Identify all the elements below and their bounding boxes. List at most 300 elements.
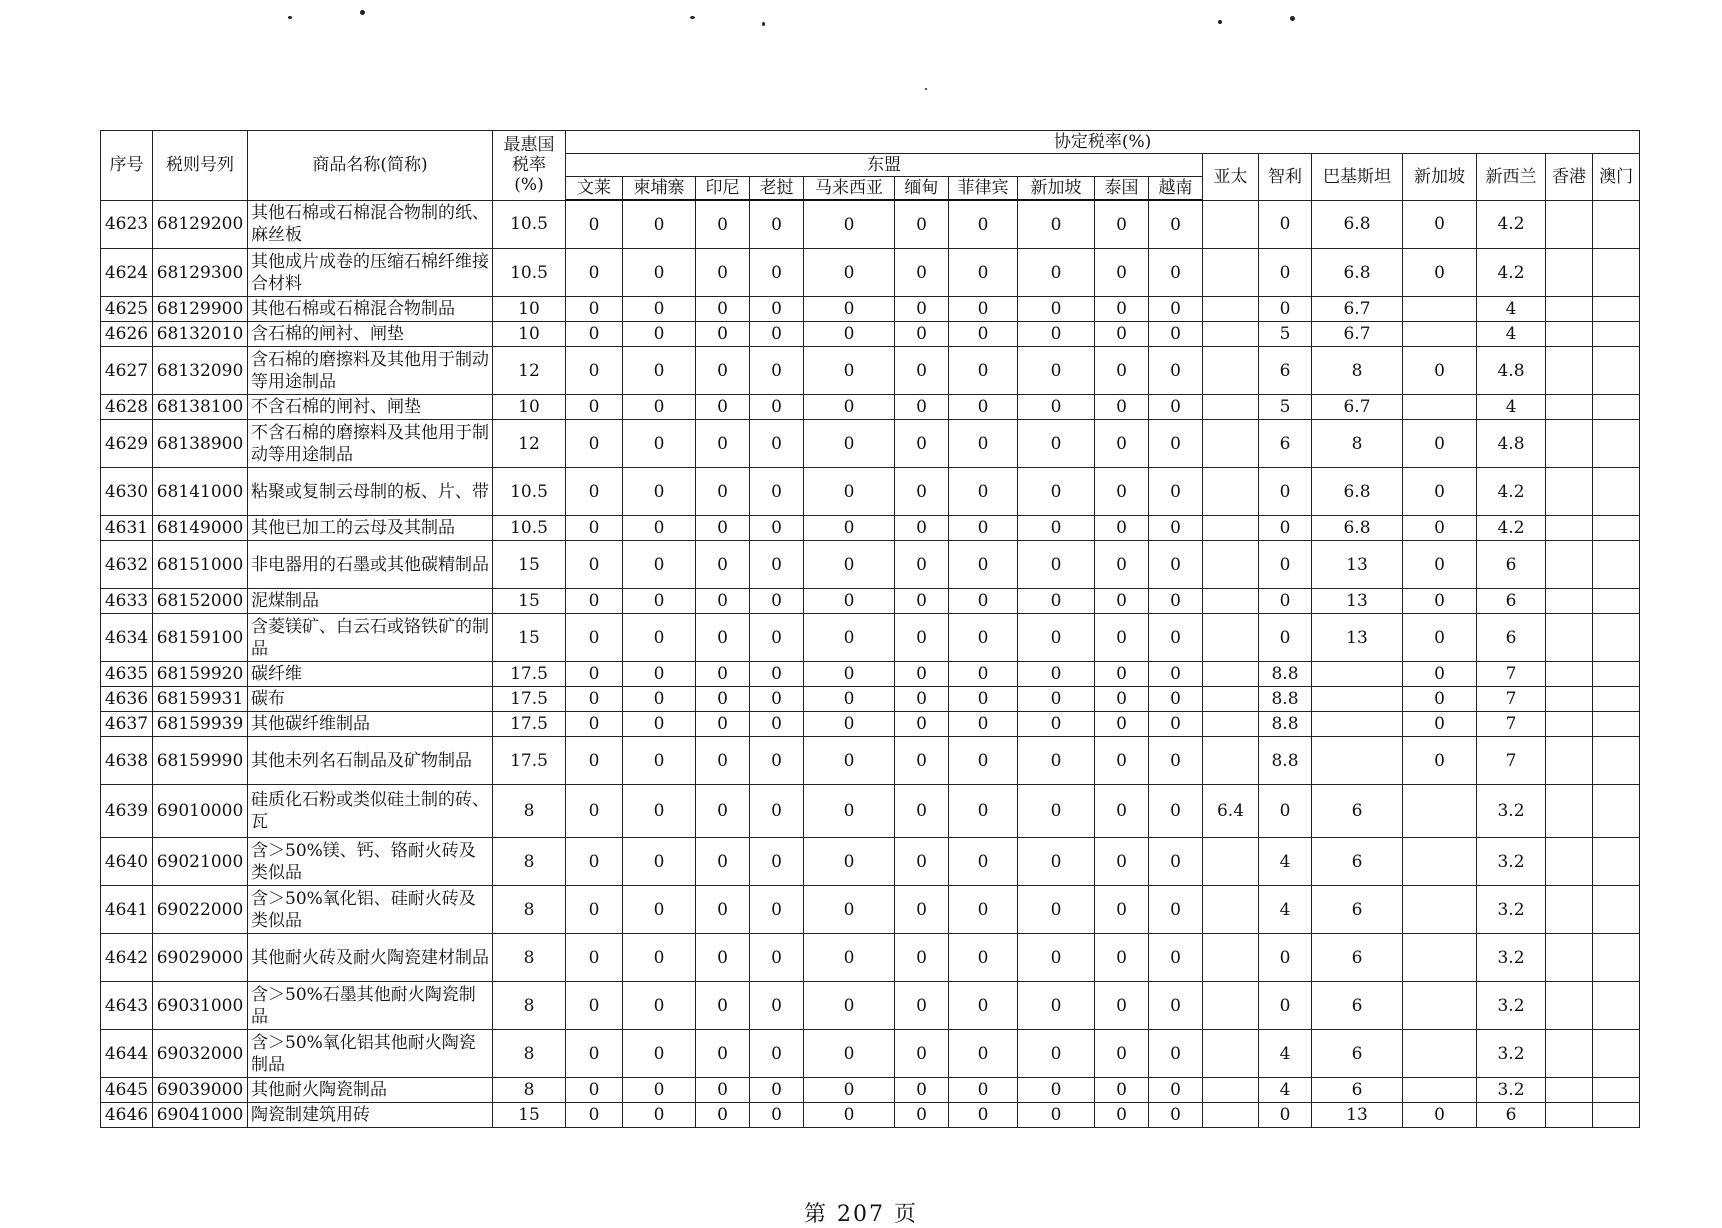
header-asean-member: 印尼: [696, 177, 750, 201]
row-asean-rate: 0: [804, 934, 895, 982]
row-name: 其他已加工的云母及其制品: [248, 516, 493, 541]
row-asean-rate: 0: [804, 737, 895, 785]
row-asean-rate: 0: [696, 712, 750, 737]
row-other-rate: [1403, 395, 1477, 420]
row-seq: 4643: [101, 982, 153, 1030]
row-asean-rate: 0: [750, 934, 804, 982]
row-asean-rate: 0: [949, 662, 1018, 687]
row-asean-rate: 0: [750, 589, 804, 614]
table-row: [101, 347, 1640, 395]
row-asean-rate: 0: [566, 712, 623, 737]
row-asean-rate: 0: [1095, 297, 1149, 322]
row-code: 68159939: [153, 712, 248, 737]
row-other-rate: 6: [1312, 1078, 1403, 1103]
row-other-rate: [1203, 1103, 1259, 1128]
row-asean-rate: 0: [949, 297, 1018, 322]
row-other-rate: [1546, 297, 1593, 322]
row-asean-rate: 0: [696, 420, 750, 468]
row-seq: 4642: [101, 934, 153, 982]
row-other-rate: [1593, 468, 1640, 516]
row-other-rate: [1203, 541, 1259, 589]
row-other-rate: 6: [1259, 420, 1312, 468]
row-asean-rate: 0: [1095, 785, 1149, 838]
row-asean-rate: 0: [623, 541, 696, 589]
row-asean-rate: 0: [1149, 249, 1203, 297]
row-other-rate: 8: [1312, 420, 1403, 468]
row-other-rate: [1546, 687, 1593, 712]
row-other-rate: [1593, 200, 1640, 249]
row-asean-rate: 0: [895, 347, 949, 395]
row-seq: 4633: [101, 589, 153, 614]
row-other-rate: 13: [1312, 541, 1403, 589]
row-other-rate: [1593, 838, 1640, 886]
row-other-rate: 0: [1403, 614, 1477, 662]
header-asean-member: 缅甸: [895, 177, 949, 201]
row-asean-rate: 0: [696, 297, 750, 322]
row-other-rate: [1546, 982, 1593, 1030]
header-other: 香港: [1546, 154, 1593, 201]
row-other-rate: [1593, 420, 1640, 468]
header-asean-member: 马来西亚: [804, 177, 895, 201]
row-seq: 4635: [101, 662, 153, 687]
row-asean-rate: 0: [895, 982, 949, 1030]
row-other-rate: 0: [1403, 737, 1477, 785]
row-asean-rate: 0: [804, 785, 895, 838]
row-seq: 4629: [101, 420, 153, 468]
row-asean-rate: 0: [895, 1030, 949, 1078]
header-mfn-line: 税率: [512, 155, 546, 176]
row-asean-rate: 0: [696, 687, 750, 712]
row-asean-rate: 0: [1149, 1030, 1203, 1078]
row-asean-rate: 0: [1149, 468, 1203, 516]
row-asean-rate: 0: [750, 249, 804, 297]
row-seq: 4632: [101, 541, 153, 589]
row-asean-rate: 0: [949, 712, 1018, 737]
row-asean-rate: 0: [804, 200, 895, 249]
row-name: 其他耐火砖及耐火陶瓷建材制品: [248, 934, 493, 982]
row-asean-rate: 0: [1095, 249, 1149, 297]
row-name: 粘聚或复制云母制的板、片、带: [248, 468, 493, 516]
row-name: 含石棉的磨擦料及其他用于制动等用途制品: [248, 347, 493, 395]
row-other-rate: 8.8: [1259, 712, 1312, 737]
row-name: 硅质化石粉或类似硅土制的砖、瓦: [248, 785, 493, 838]
row-asean-rate: 0: [1018, 322, 1095, 347]
row-other-rate: [1593, 541, 1640, 589]
row-seq: 4637: [101, 712, 153, 737]
row-other-rate: [1403, 982, 1477, 1030]
row-other-rate: [1593, 982, 1640, 1030]
row-asean-rate: 0: [949, 541, 1018, 589]
row-other-rate: [1312, 662, 1403, 687]
row-asean-rate: 0: [1095, 322, 1149, 347]
row-asean-rate: 0: [1018, 886, 1095, 934]
row-asean-rate: 0: [750, 395, 804, 420]
row-asean-rate: 0: [949, 200, 1018, 249]
row-asean-rate: 0: [696, 886, 750, 934]
row-other-rate: 0: [1259, 614, 1312, 662]
row-asean-rate: 0: [1149, 541, 1203, 589]
row-other-rate: 0: [1259, 249, 1312, 297]
row-asean-rate: 0: [804, 249, 895, 297]
table-row: [101, 322, 1640, 347]
row-asean-rate: 0: [1018, 1078, 1095, 1103]
tariff-table: [100, 130, 1640, 1128]
row-other-rate: 0: [1403, 541, 1477, 589]
header-asean-member: 老挝: [750, 177, 804, 201]
header-name: 商品名称(简称): [248, 131, 493, 201]
row-name: 其他成片成卷的压缩石棉纤维接合材料: [248, 249, 493, 297]
row-mfn-rate: 15: [493, 614, 566, 662]
row-asean-rate: 0: [696, 468, 750, 516]
row-mfn-rate: 8: [493, 785, 566, 838]
row-code: 68159990: [153, 737, 248, 785]
row-asean-rate: 0: [1018, 934, 1095, 982]
row-other-rate: [1203, 662, 1259, 687]
row-other-rate: 0: [1259, 934, 1312, 982]
row-asean-rate: 0: [804, 297, 895, 322]
row-asean-rate: 0: [949, 1103, 1018, 1128]
row-other-rate: [1546, 589, 1593, 614]
row-asean-rate: 0: [1095, 614, 1149, 662]
row-asean-rate: 0: [623, 712, 696, 737]
row-asean-rate: 0: [750, 982, 804, 1030]
row-asean-rate: 0: [895, 737, 949, 785]
row-other-rate: 5: [1259, 395, 1312, 420]
row-other-rate: 0: [1259, 1103, 1312, 1128]
row-asean-rate: 0: [804, 614, 895, 662]
table-row: [101, 1078, 1640, 1103]
row-asean-rate: 0: [750, 516, 804, 541]
row-name: 泥煤制品: [248, 589, 493, 614]
table-row: [101, 737, 1640, 785]
row-asean-rate: 0: [1095, 589, 1149, 614]
row-mfn-rate: 10: [493, 297, 566, 322]
row-asean-rate: 0: [804, 347, 895, 395]
row-seq: 4631: [101, 516, 153, 541]
row-mfn-rate: 8: [493, 886, 566, 934]
row-other-rate: 0: [1403, 200, 1477, 249]
table-row: [101, 541, 1640, 589]
row-asean-rate: 0: [566, 1103, 623, 1128]
row-other-rate: [1546, 662, 1593, 687]
row-other-rate: [1546, 785, 1593, 838]
row-other-rate: 4: [1259, 886, 1312, 934]
row-asean-rate: 0: [566, 737, 623, 785]
row-other-rate: 6.8: [1312, 468, 1403, 516]
row-other-rate: 4: [1259, 838, 1312, 886]
row-other-rate: [1203, 297, 1259, 322]
row-other-rate: 4.8: [1477, 420, 1546, 468]
table-row: [101, 468, 1640, 516]
row-code: 68138900: [153, 420, 248, 468]
scan-speck: [288, 16, 292, 19]
row-other-rate: 3.2: [1477, 1030, 1546, 1078]
table-row: [101, 200, 1640, 249]
row-seq: 4625: [101, 297, 153, 322]
row-asean-rate: 0: [1149, 737, 1203, 785]
row-asean-rate: 0: [750, 662, 804, 687]
header-seq: 序号: [101, 131, 153, 201]
row-asean-rate: 0: [566, 297, 623, 322]
row-other-rate: [1546, 838, 1593, 886]
row-asean-rate: 0: [1149, 1103, 1203, 1128]
row-name: 不含石棉的磨擦料及其他用于制动等用途制品: [248, 420, 493, 468]
row-other-rate: [1546, 712, 1593, 737]
row-other-rate: [1403, 1078, 1477, 1103]
row-asean-rate: 0: [750, 1030, 804, 1078]
row-asean-rate: 0: [1018, 395, 1095, 420]
table-row: [101, 297, 1640, 322]
row-asean-rate: 0: [895, 297, 949, 322]
row-seq: 4630: [101, 468, 153, 516]
row-asean-rate: 0: [623, 249, 696, 297]
row-other-rate: 0: [1403, 687, 1477, 712]
row-other-rate: 0: [1259, 468, 1312, 516]
row-mfn-rate: 10.5: [493, 200, 566, 249]
row-mfn-rate: 15: [493, 589, 566, 614]
row-asean-rate: 0: [623, 1103, 696, 1128]
row-asean-rate: 0: [804, 886, 895, 934]
row-other-rate: 8.8: [1259, 687, 1312, 712]
row-asean-rate: 0: [1149, 712, 1203, 737]
row-code: 68159100: [153, 614, 248, 662]
row-other-rate: [1546, 200, 1593, 249]
row-other-rate: [1593, 662, 1640, 687]
row-other-rate: 6: [1312, 886, 1403, 934]
row-other-rate: 6.7: [1312, 322, 1403, 347]
row-asean-rate: 0: [1149, 886, 1203, 934]
row-asean-rate: 0: [696, 322, 750, 347]
table-row: [101, 614, 1640, 662]
header-asean-member: 越南: [1149, 177, 1203, 201]
row-asean-rate: 0: [623, 322, 696, 347]
row-asean-rate: 0: [750, 297, 804, 322]
row-asean-rate: 0: [1095, 712, 1149, 737]
row-other-rate: 0: [1259, 297, 1312, 322]
row-asean-rate: 0: [750, 886, 804, 934]
row-seq: 4640: [101, 838, 153, 886]
row-seq: 4646: [101, 1103, 153, 1128]
row-asean-rate: 0: [949, 934, 1018, 982]
row-other-rate: [1593, 712, 1640, 737]
row-asean-rate: 0: [1149, 838, 1203, 886]
row-asean-rate: 0: [566, 1078, 623, 1103]
row-asean-rate: 0: [1018, 541, 1095, 589]
row-name: 含＞50%氧化铝、硅耐火砖及类似品: [248, 886, 493, 934]
row-other-rate: 6: [1312, 838, 1403, 886]
row-other-rate: 6: [1477, 589, 1546, 614]
row-other-rate: 7: [1477, 737, 1546, 785]
row-other-rate: 0: [1403, 589, 1477, 614]
row-other-rate: [1203, 322, 1259, 347]
row-asean-rate: 0: [623, 297, 696, 322]
row-asean-rate: 0: [949, 886, 1018, 934]
row-asean-rate: 0: [623, 1030, 696, 1078]
row-other-rate: [1203, 687, 1259, 712]
row-asean-rate: 0: [566, 347, 623, 395]
row-other-rate: 4.2: [1477, 516, 1546, 541]
row-other-rate: [1403, 838, 1477, 886]
row-code: 68132090: [153, 347, 248, 395]
row-asean-rate: 0: [1095, 468, 1149, 516]
row-asean-rate: 0: [750, 737, 804, 785]
row-code: 68129300: [153, 249, 248, 297]
row-other-rate: [1593, 886, 1640, 934]
row-asean-rate: 0: [566, 420, 623, 468]
row-other-rate: [1593, 249, 1640, 297]
row-asean-rate: 0: [1149, 1078, 1203, 1103]
header-other: 智利: [1259, 154, 1312, 201]
row-other-rate: [1312, 737, 1403, 785]
row-name: 含菱镁矿、白云石或铬铁矿的制品: [248, 614, 493, 662]
row-other-rate: [1203, 737, 1259, 785]
row-asean-rate: 0: [949, 982, 1018, 1030]
row-asean-rate: 0: [696, 249, 750, 297]
table-row: [101, 420, 1640, 468]
row-asean-rate: 0: [1095, 200, 1149, 249]
table-row: [101, 712, 1640, 737]
table-row: [101, 249, 1640, 297]
row-asean-rate: 0: [895, 838, 949, 886]
row-mfn-rate: 12: [493, 420, 566, 468]
row-other-rate: 4: [1477, 395, 1546, 420]
row-asean-rate: 0: [566, 322, 623, 347]
row-other-rate: [1203, 395, 1259, 420]
header-asean: 东盟: [566, 154, 1203, 177]
row-code: 68132010: [153, 322, 248, 347]
scan-speck: [762, 22, 765, 26]
row-other-rate: 8: [1312, 347, 1403, 395]
row-asean-rate: 0: [949, 838, 1018, 886]
row-asean-rate: 0: [1095, 934, 1149, 982]
row-asean-rate: 0: [1095, 1030, 1149, 1078]
row-asean-rate: 0: [949, 737, 1018, 785]
table-row: [101, 1103, 1640, 1128]
row-asean-rate: 0: [895, 322, 949, 347]
row-asean-rate: 0: [895, 1103, 949, 1128]
row-asean-rate: 0: [949, 420, 1018, 468]
row-asean-rate: 0: [566, 982, 623, 1030]
row-asean-rate: 0: [696, 541, 750, 589]
row-asean-rate: 0: [949, 322, 1018, 347]
row-asean-rate: 0: [696, 1030, 750, 1078]
row-asean-rate: 0: [1149, 614, 1203, 662]
row-asean-rate: 0: [1149, 934, 1203, 982]
row-asean-rate: 0: [623, 687, 696, 712]
row-other-rate: 3.2: [1477, 934, 1546, 982]
row-asean-rate: 0: [1018, 982, 1095, 1030]
row-asean-rate: 0: [895, 541, 949, 589]
row-other-rate: [1593, 737, 1640, 785]
scan-speck: [1218, 20, 1222, 24]
row-asean-rate: 0: [895, 712, 949, 737]
row-other-rate: [1203, 249, 1259, 297]
row-code: 69041000: [153, 1103, 248, 1128]
row-asean-rate: 0: [1095, 541, 1149, 589]
row-mfn-rate: 12: [493, 347, 566, 395]
row-asean-rate: 0: [1149, 785, 1203, 838]
row-asean-rate: 0: [1095, 662, 1149, 687]
row-other-rate: [1593, 347, 1640, 395]
row-name: 含石棉的闸衬、闸垫: [248, 322, 493, 347]
row-name: 非电器用的石墨或其他碳精制品: [248, 541, 493, 589]
row-asean-rate: 0: [623, 1078, 696, 1103]
row-asean-rate: 0: [895, 662, 949, 687]
header-asean-member: 柬埔寨: [623, 177, 696, 201]
table-row: [101, 785, 1640, 838]
row-mfn-rate: 17.5: [493, 737, 566, 785]
row-other-rate: [1546, 420, 1593, 468]
row-other-rate: 0: [1403, 516, 1477, 541]
row-asean-rate: 0: [750, 785, 804, 838]
row-asean-rate: 0: [623, 347, 696, 395]
row-other-rate: [1203, 1030, 1259, 1078]
row-asean-rate: 0: [623, 662, 696, 687]
row-asean-rate: 0: [623, 589, 696, 614]
row-asean-rate: 0: [949, 249, 1018, 297]
row-asean-rate: 0: [566, 662, 623, 687]
row-other-rate: 8.8: [1259, 737, 1312, 785]
table-row: [101, 589, 1640, 614]
row-asean-rate: 0: [895, 420, 949, 468]
row-mfn-rate: 15: [493, 1103, 566, 1128]
header-asean-member: 文莱: [566, 177, 623, 201]
row-code: 69021000: [153, 838, 248, 886]
row-other-rate: 0: [1259, 541, 1312, 589]
row-mfn-rate: 15: [493, 541, 566, 589]
row-code: 68159920: [153, 662, 248, 687]
row-other-rate: 4: [1259, 1030, 1312, 1078]
table-row: [101, 886, 1640, 934]
row-asean-rate: 0: [623, 886, 696, 934]
row-code: 68149000: [153, 516, 248, 541]
row-seq: 4636: [101, 687, 153, 712]
row-seq: 4638: [101, 737, 153, 785]
row-other-rate: 6: [1312, 934, 1403, 982]
row-asean-rate: 0: [895, 395, 949, 420]
row-asean-rate: 0: [566, 614, 623, 662]
row-other-rate: 6: [1477, 541, 1546, 589]
row-asean-rate: 0: [1095, 347, 1149, 395]
row-other-rate: 6: [1312, 1030, 1403, 1078]
row-other-rate: [1203, 982, 1259, 1030]
row-mfn-rate: 10: [493, 395, 566, 420]
header-other: 新西兰: [1477, 154, 1546, 201]
row-other-rate: 6.8: [1312, 249, 1403, 297]
row-name: 碳布: [248, 687, 493, 712]
row-mfn-rate: 8: [493, 934, 566, 982]
header-mfn-line: (%): [514, 175, 544, 196]
row-asean-rate: 0: [949, 1078, 1018, 1103]
row-code: 69022000: [153, 886, 248, 934]
row-asean-rate: 0: [1095, 420, 1149, 468]
row-asean-rate: 0: [1095, 982, 1149, 1030]
row-other-rate: [1546, 1078, 1593, 1103]
row-asean-rate: 0: [1149, 420, 1203, 468]
row-name: 含＞50%镁、钙、铬耐火砖及类似品: [248, 838, 493, 886]
row-other-rate: [1593, 395, 1640, 420]
row-asean-rate: 0: [750, 712, 804, 737]
row-seq: 4624: [101, 249, 153, 297]
row-other-rate: 0: [1259, 982, 1312, 1030]
row-asean-rate: 0: [949, 395, 1018, 420]
row-asean-rate: 0: [566, 200, 623, 249]
row-asean-rate: 0: [895, 589, 949, 614]
header-mfn-line: 最惠国: [503, 135, 555, 156]
row-asean-rate: 0: [1018, 662, 1095, 687]
row-other-rate: [1593, 589, 1640, 614]
row-asean-rate: 0: [696, 347, 750, 395]
